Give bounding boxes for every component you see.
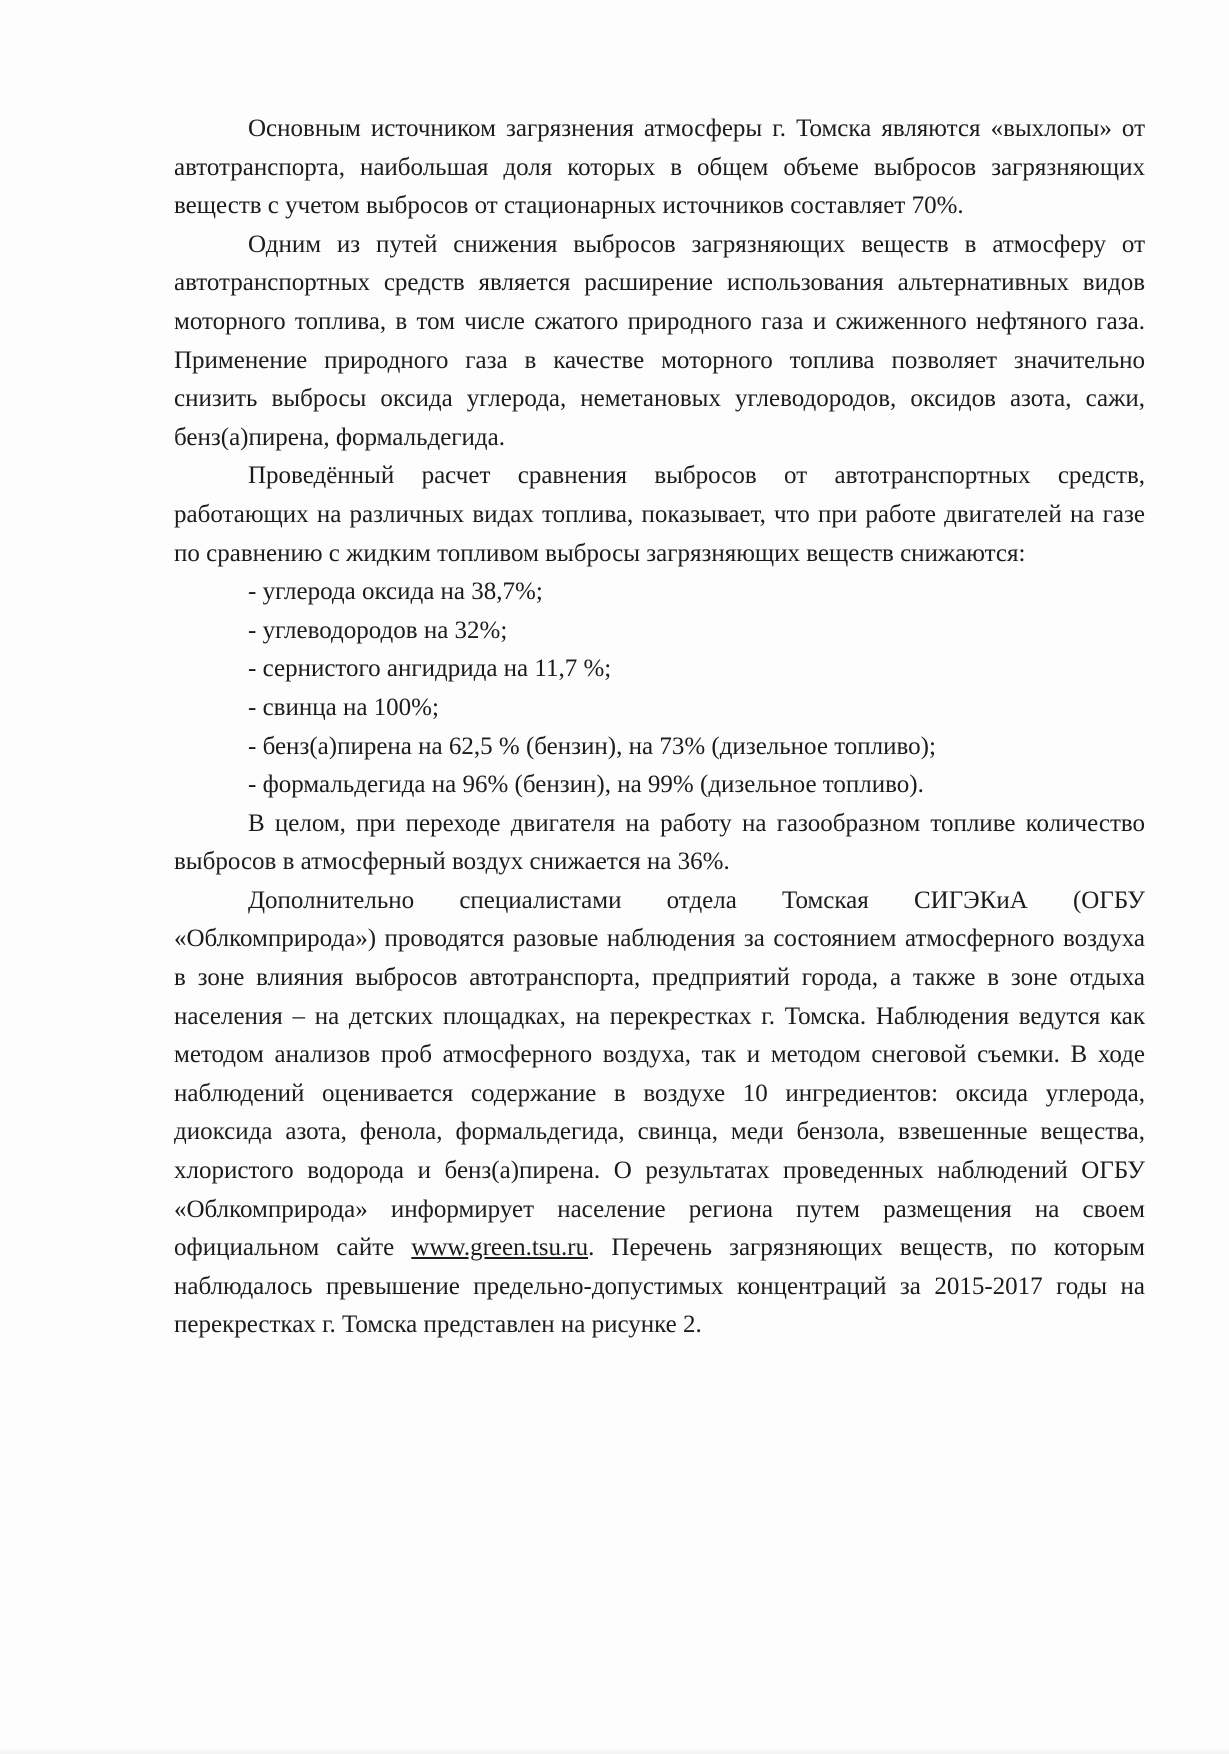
- paragraph-pollution-source: Основным источником загрязнения атмосферы г. Томска являются «выхлопы» от автотранспорта, наибольшая доля которых в общем объеме выбросов загрязняющих веществ с учетом выбросов от стационарных источников составляет 70%.: [174, 115, 1145, 220]
- reduction-item-sulfur-anhydride: - сернистого ангидрида на 11,7 %;: [248, 655, 612, 683]
- document-body: [174, 110, 1145, 1345]
- paragraph-emission-comparison: Проведённый расчет сравнения выбросов от автотранспортных средств, работающих на различных видах топлива, показывает, что при работе двигателей на газе по сравнению с жидким топливом выбросы загрязняющих веществ снижаются:: [174, 462, 1145, 567]
- reduction-item-hydrocarbons: - углеводородов на 32%;: [248, 616, 508, 644]
- scan-bottom-edge: [0, 1748, 1229, 1754]
- reduction-item-lead: - свинца на 100%;: [248, 693, 439, 721]
- reductions-list: [174, 573, 1145, 805]
- observations-text-end: . Перечень загрязняющих веществ, по которым наблюдалось превышение предельно-допустимых концентраций за 2015-2017 годы на перекрестках г. Томска представлен на рисунке 2.: [174, 1234, 1146, 1339]
- website-link[interactable]: www.green.tsu.ru: [411, 1234, 589, 1262]
- reduction-item-carbon-monoxide: - углерода оксида на 38,7%;: [248, 578, 543, 606]
- reduction-item-formaldehyde: - формальдегида на 96% (бензин), на 99% (дизельное топливо).: [248, 771, 924, 799]
- paragraph-summary: В целом, при переходе двигателя на работу на газообразном топливе количество выбросов в атмосферный воздух снижается на 36%.: [174, 809, 1145, 876]
- reduction-item-benzopyrene: - бенз(а)пирена на 62,5 % (бензин), на 73% (дизельное топливо);: [248, 732, 936, 760]
- paragraph-observations: [174, 882, 1145, 1345]
- paragraph-alternative-fuels: Одним из путей снижения выбросов загрязняющих веществ в атмосферу от автотранспортных средств является расширение использования альтернативных видов моторного топлива, в том числе сжатого природного газа и сжиженного нефтяного газа. Применение природного газа в качестве моторного топлива позволяет значительно снизить выбросы оксида углерода, неметановых углеводородов, оксидов азота, сажи, бенз(а)пирена, формальдегида.: [174, 230, 1145, 451]
- observations-text: Дополнительно специалистами отдела Томская СИГЭКиА (ОГБУ «Облкомприрода») проводятся разовые наблюдения за состоянием атмосферного воздуха в зоне влияния выбросов автотранспорта, предприятий города, а также в зоне отдыха населения – на детских площадках, на перекрестках г. Томска. Наблюдения ведутся как методом анализов проб атмосферного воздуха, так и методом снеговой съемки. В ходе наблюдений оценивается содержание в воздухе 10 ингредиентов: оксида углерода, диоксида азота, фенола, формальдегида, свинца, меди бензола, взвешенные вещества, хлористого водорода и бенз(а)пирена. О результатах проведенных наблюдений ОГБУ «Облкомприрода» информирует население региона путем размещения на своем официальном сайте: [174, 886, 1145, 1262]
